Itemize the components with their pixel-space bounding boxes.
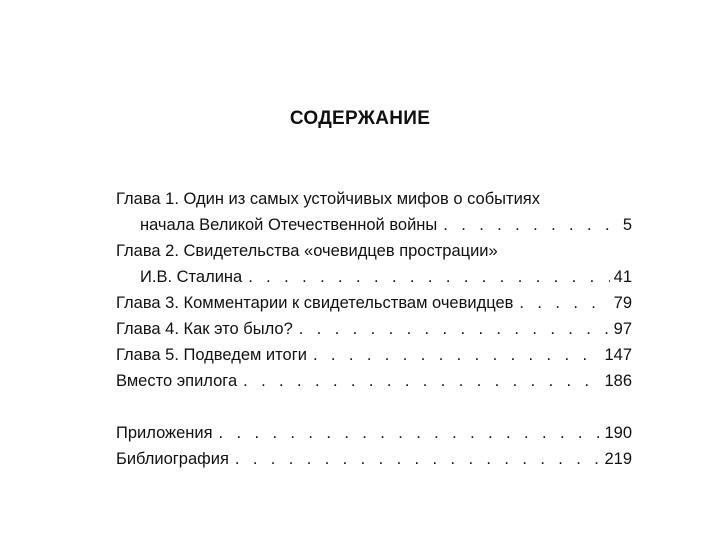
toc-page-number: 79 <box>613 294 632 312</box>
toc-entry-chapter-3[interactable] <box>116 290 632 316</box>
toc-entry-text: Библиография <box>116 450 229 468</box>
dot-leader <box>235 446 601 472</box>
dot-leader <box>519 290 609 316</box>
toc-page-number: 5 <box>622 216 632 234</box>
dot-leader <box>443 212 619 238</box>
toc-entry-text: Глава 5. Подведем итоги <box>116 346 307 364</box>
toc-entry-text: Глава 1. Один из самых устойчивых мифов о событиях <box>116 190 540 208</box>
toc-page-number: 97 <box>613 320 632 338</box>
toc-entry-text: Глава 3. Комментарии к свидетельствам очевидцев <box>116 294 514 312</box>
toc-page-number: 190 <box>604 424 632 442</box>
toc-entry-text: Вместо эпилога <box>116 372 238 390</box>
dot-leader <box>243 368 600 394</box>
dot-leader <box>248 264 609 290</box>
toc-page-number: 186 <box>604 372 632 390</box>
dot-leader <box>219 420 601 446</box>
dot-leader <box>313 342 601 368</box>
toc-page-number: 219 <box>604 450 632 468</box>
page-title: СОДЕРЖАНИЕ <box>289 108 431 129</box>
toc-page-number: 147 <box>604 346 632 364</box>
toc-entry-appendices[interactable] <box>116 420 632 446</box>
toc-entry-text: Глава 2. Свидетельства «очевидцев прострации» <box>116 242 498 260</box>
section-spacer <box>116 394 632 420</box>
table-of-contents <box>116 186 632 472</box>
toc-entry-chapter-1-line-2[interactable] <box>116 212 632 238</box>
toc-page-number: 41 <box>613 268 632 286</box>
toc-entry-text: Глава 4. Как это было? <box>116 320 293 338</box>
toc-entry-epilogue[interactable] <box>116 368 632 394</box>
toc-entry-text: И.В. Сталина <box>140 268 243 286</box>
toc-entry-chapter-5[interactable] <box>116 342 632 368</box>
toc-entry-bibliography[interactable] <box>116 446 632 472</box>
toc-entry-text: начала Великой Отечественной войны <box>140 216 438 234</box>
toc-entry-text: Приложения <box>116 424 213 442</box>
dot-leader <box>299 316 610 342</box>
toc-entry-chapter-1-line-1 <box>116 186 632 212</box>
toc-entry-chapter-2-line-1 <box>116 238 632 264</box>
toc-entry-chapter-4[interactable] <box>116 316 632 342</box>
toc-entry-chapter-2-line-2[interactable] <box>116 264 632 290</box>
